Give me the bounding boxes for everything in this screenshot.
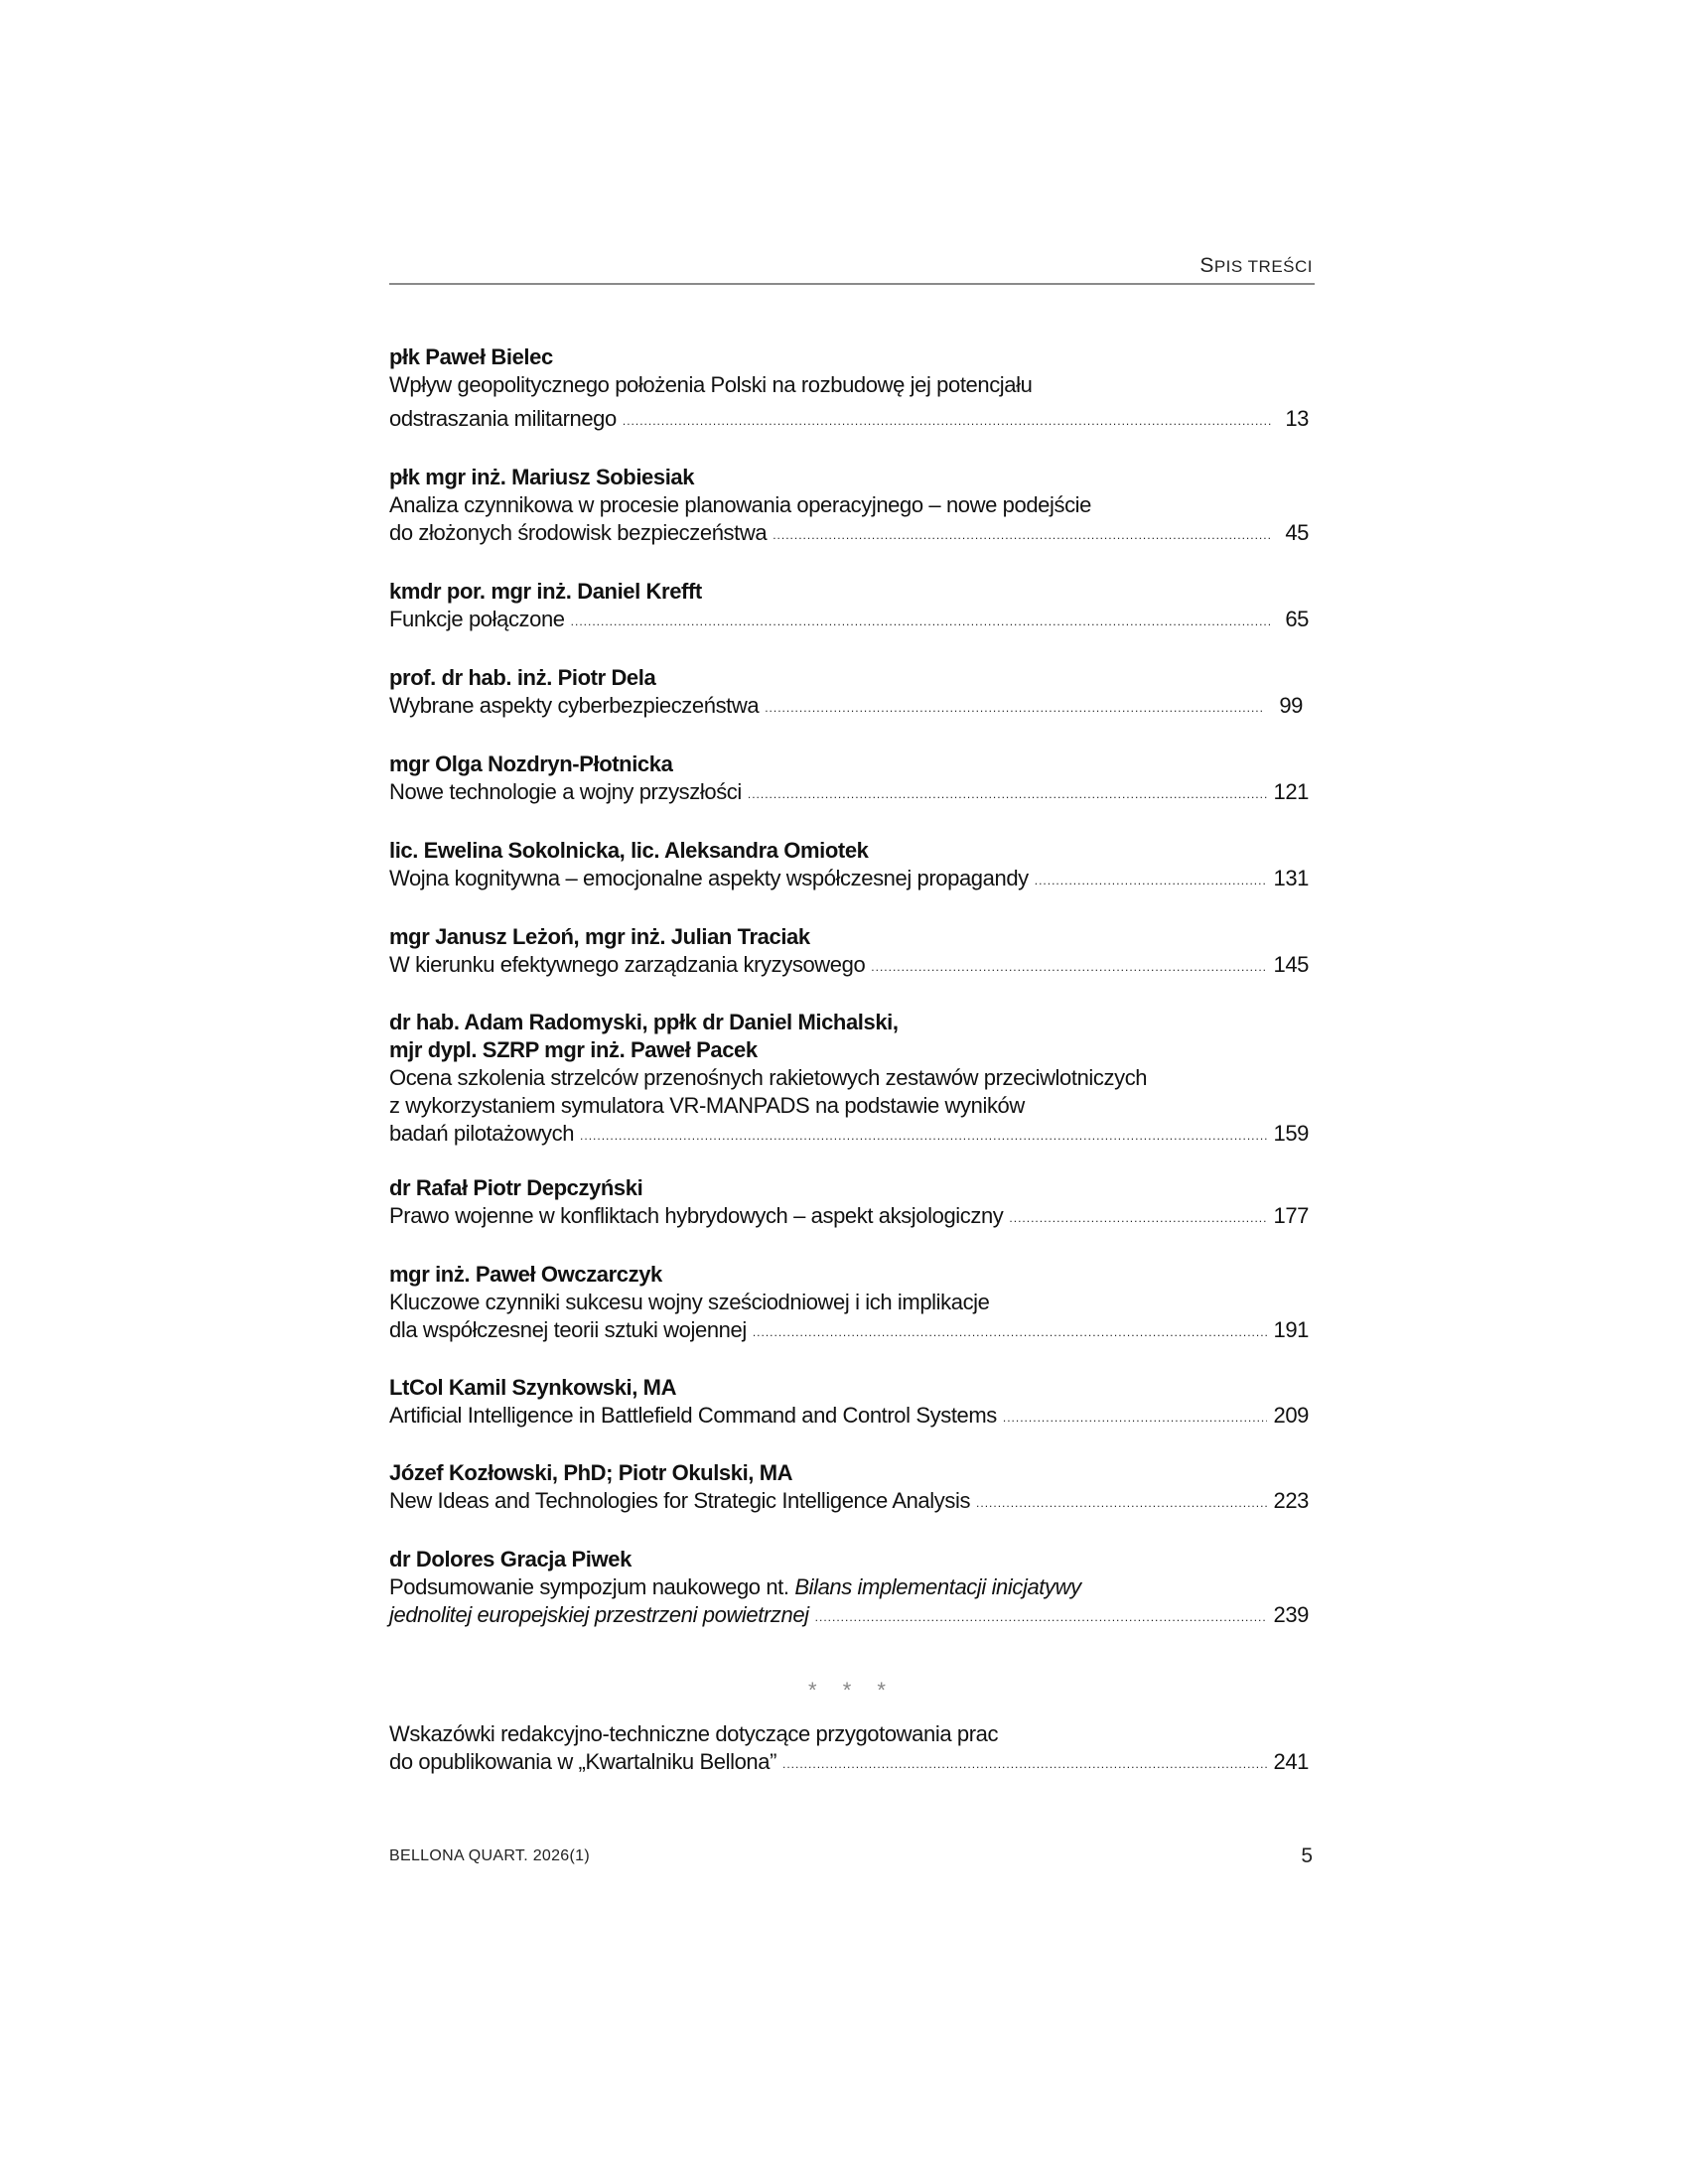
toc-entry[interactable] [389,1009,1315,1151]
entry-author: płk Paweł Bielec [389,344,553,369]
entry-title-italic: Bilans implementacji inicjatywy [794,1574,1081,1599]
toc-entry[interactable] [389,464,1315,550]
entry-author: dr hab. Adam Radomyski, ppłk dr Daniel Michalski, [389,1010,899,1034]
entry-title-last-line [389,405,1315,436]
toc-entry[interactable] [389,1174,1315,1233]
header-rule [389,283,1315,285]
entry-title-last-line [389,1120,1315,1151]
entry-page-number[interactable]: 99 [1279,693,1303,718]
running-header-rest: PIS TREŚCI [1213,257,1313,276]
running-header [389,254,1313,278]
toc-entry[interactable] [389,923,1315,982]
entry-title-last-line [389,1202,1315,1233]
toc-entry[interactable] [389,1374,1315,1433]
entry-author-line-2: mjr dypl. SZRP mgr inż. Paweł Pacek [389,1037,758,1062]
entry-title-text: Wojna kognitywna – emocjonalne aspekty współczesnej propagandy [389,866,1029,890]
entry-page-number[interactable]: 131 [1273,866,1309,890]
entry-title-line: z wykorzystaniem symulatora VR-MANPADS na podstawie wyników [389,1093,1025,1118]
entry-title-last-line [389,1402,1315,1433]
dot-leader [976,1489,1267,1517]
entry-author: prof. dr hab. inż. Piotr Dela [389,665,656,690]
entry-page-number[interactable]: 13 [1285,406,1309,431]
entry-author: LtCol Kamil Szynkowski, MA [389,1375,677,1400]
dot-leader [748,780,1268,808]
dot-leader [753,1318,1268,1346]
entry-title-last-line [389,951,1315,982]
dot-leader [623,407,1271,435]
dot-leader [782,1750,1267,1778]
entry-title-last-line [389,865,1315,895]
dot-leader [571,608,1271,635]
entry-title-last-line [389,692,1309,723]
dot-leader [1009,1204,1267,1232]
entry-title-text: W kierunku efektywnego zarządzania kryzysowego [389,952,866,977]
entry-page-number[interactable]: 159 [1273,1121,1309,1146]
entry-title-last-line [389,1748,1315,1779]
dot-leader [815,1603,1268,1631]
entry-author: dr Dolores Gracja Piwek [389,1547,632,1571]
entry-author: mgr Olga Nozdryn-Płotnicka [389,751,673,776]
entry-page-number[interactable]: 121 [1273,779,1309,804]
entry-page-number[interactable]: 241 [1273,1749,1309,1774]
entry-title-last-line [389,519,1315,550]
entry-author: kmdr por. mgr inż. Daniel Krefft [389,579,702,604]
entry-title-text: Prawo wojenne w konfliktach hybrydowych – aspekt aksjologiczny [389,1203,1004,1228]
dot-leader [765,694,1265,722]
entry-author: mgr inż. Paweł Owczarczyk [389,1262,662,1287]
entry-title-text: badań pilotażowych [389,1121,575,1146]
entry-page-number[interactable]: 209 [1273,1403,1309,1428]
entry-title-text: Wybrane aspekty cyberbezpieczeństwa [389,693,760,718]
entry-page-number[interactable]: 65 [1285,607,1309,631]
dot-leader [773,521,1271,549]
entry-title-line [389,1573,1315,1601]
entry-title-last-line [389,1316,1315,1347]
toc-entry[interactable] [389,578,1315,636]
entry-author: lic. Ewelina Sokolnicka, lic. Aleksandra Omiotek [389,838,869,863]
entry-author: Józef Kozłowski, PhD; Piotr Okulski, MA [389,1460,793,1485]
dot-leader [871,953,1267,981]
entry-title-last-line [389,778,1315,809]
entry-title-last-line [389,606,1315,636]
entry-title-prefix: Podsumowanie sympozjum naukowego nt. [389,1574,795,1599]
entry-title-text: New Ideas and Technologies for Strategic Intelligence Analysis [389,1488,971,1513]
entry-page-number[interactable]: 45 [1285,520,1309,545]
entry-page-number[interactable]: 191 [1273,1317,1309,1342]
entry-title-line: Kluczowe czynniki sukcesu wojny sześciodniowej i ich implikacje [389,1290,990,1314]
footer-journal-name: BELLONA QUART. 2026(1) [389,1847,590,1864]
entry-title-line: Ocena szkolenia strzelców przenośnych rakietowych zestawów przeciwlotniczych [389,1065,1148,1090]
dot-leader [1035,867,1268,894]
entry-title-text: Funkcje połączone [389,607,565,631]
entry-title-last-line [389,1601,1315,1632]
entry-title-line: Wpływ geopolitycznego położenia Polski na rozbudowę jej potencjału [389,372,1033,397]
toc-entry[interactable] [389,837,1315,895]
entry-author: płk mgr inż. Mariusz Sobiesiak [389,465,695,489]
entry-page-number[interactable]: 223 [1273,1488,1309,1513]
toc-appendix-entry[interactable] [389,1720,1315,1779]
toc-entry[interactable] [389,343,1315,436]
entry-title-text: do złożonych środowisk bezpieczeństwa [389,520,768,545]
entry-author: dr Rafał Piotr Depczyński [389,1175,643,1200]
entry-page-number[interactable]: 145 [1273,952,1309,977]
entry-author: mgr Janusz Leżoń, mgr inż. Julian Traciak [389,924,810,949]
toc-entry[interactable] [389,1546,1315,1632]
dot-leader [1003,1404,1268,1432]
toc-entry[interactable] [389,664,1315,723]
entry-title-text: Artificial Intelligence in Battlefield Command and Control Systems [389,1403,997,1428]
entry-title-text: dla współczesnej teorii sztuki wojennej [389,1317,747,1342]
dot-leader [580,1122,1267,1150]
entry-title-text: Nowe technologie a wojny przyszłości [389,779,742,804]
entry-title-line: Wskazówki redakcyjno-techniczne dotyczące przygotowania prac [389,1721,999,1746]
toc-entry[interactable] [389,1459,1315,1518]
toc-entry[interactable] [389,751,1315,809]
entry-title-text: jednolitej europejskiej przestrzeni powietrznej [389,1602,809,1627]
running-header-initial: S [1199,254,1214,277]
entry-page-number[interactable]: 177 [1273,1203,1309,1228]
footer-page-number: 5 [1301,1844,1313,1867]
entry-title-text: odstraszania militarnego [389,406,617,431]
toc-entry[interactable] [389,1261,1315,1347]
entry-title-text: do opublikowania w „Kwartalniku Bellona” [389,1749,777,1774]
section-separator: * * * [808,1678,896,1703]
entry-page-number[interactable]: 239 [1273,1602,1309,1627]
entry-title-last-line [389,1487,1315,1518]
entry-title-line: Analiza czynnikowa w procesie planowania operacyjnego – nowe podejście [389,492,1092,517]
